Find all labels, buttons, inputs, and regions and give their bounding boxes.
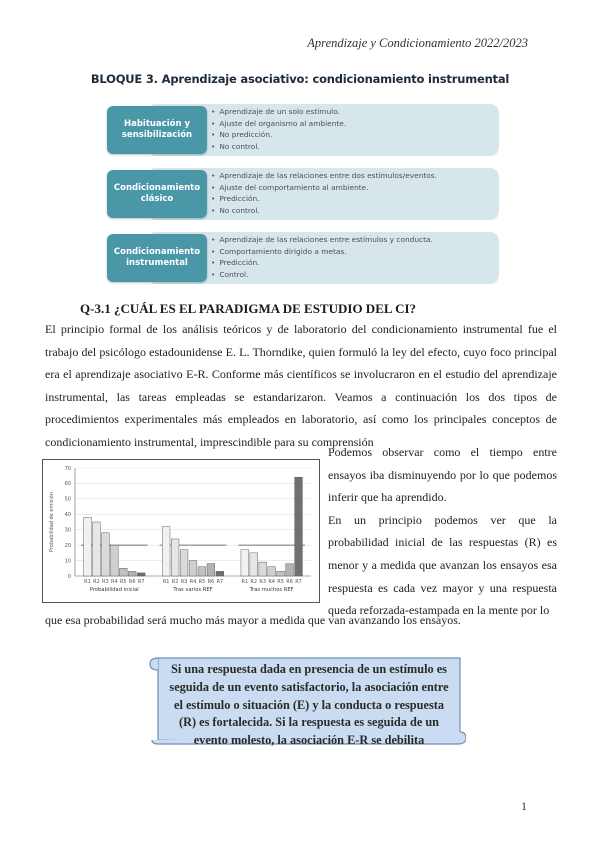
bar [198, 567, 206, 576]
x-tick-label: R7 [137, 579, 145, 585]
bar [110, 545, 118, 576]
bar [93, 522, 101, 576]
group-label: Tras varios REF [173, 587, 213, 593]
y-tick-label: 40 [64, 512, 71, 519]
x-tick-label: R3 [180, 579, 188, 585]
bullet-item: • Aprendizaje de un solo estímulo. [211, 106, 346, 118]
commentary-continuation: que esa probabilidad será mucho más mayor a medida que van avanzando los ensayos. [45, 613, 461, 627]
bar [189, 561, 197, 576]
summary-bullets [211, 170, 437, 216]
bar [295, 477, 303, 576]
summary-label: Habituación y sensibilización [107, 106, 207, 154]
summary-bullets [211, 234, 433, 280]
bar [216, 571, 224, 576]
x-tick-label: R6 [207, 579, 215, 585]
x-tick-label: R7 [295, 579, 302, 585]
bullet-item: • Predicción. [211, 193, 437, 205]
bar [241, 550, 249, 576]
y-tick-label: 10 [64, 558, 71, 565]
x-tick-label: R3 [259, 579, 267, 585]
summary-row-classical [107, 166, 499, 222]
x-tick-label: R6 [286, 579, 293, 585]
y-tick-label: 60 [64, 481, 71, 488]
bullet-item: • Ajuste del organismo al ambiente. [211, 118, 346, 130]
group-label: Probabilidad inicial [89, 587, 139, 593]
x-tick-label: R5 [277, 579, 284, 585]
response-probability-chart [42, 459, 320, 603]
x-tick-label: R4 [189, 579, 197, 585]
bullet-item: • No control. [211, 205, 437, 217]
bullet-item: • Control. [211, 269, 433, 281]
bar [207, 564, 215, 576]
bullet-item: • Aprendizaje de las relaciones entre estímulos y conducta. [211, 234, 433, 246]
bar [137, 573, 145, 576]
x-tick-label: R5 [198, 579, 206, 585]
x-tick-label: R3 [102, 579, 109, 585]
x-tick-label: R2 [250, 579, 258, 585]
bar [259, 562, 267, 576]
y-tick-label: 70 [64, 465, 71, 472]
x-tick-label: R7 [216, 579, 224, 585]
bar [180, 550, 188, 576]
law-of-effect-callout [148, 652, 466, 748]
bullet-item: • No predicción. [211, 129, 346, 141]
y-tick-label: 20 [64, 542, 71, 549]
block-title: BLOQUE 3. Aprendizaje asociativo: condicionamiento instrumental [90, 72, 510, 86]
y-tick-label: 30 [64, 527, 71, 534]
intro-paragraph: El principio formal de los análisis teóricos y de laboratorio del condicionamiento instrumental fue el trabajo del psicólogo estadounidense E. L. Thorndike, quien formuló la ley del efecto, cuyo foco principal era el aprendizaje asociativo E-R. Conforme más científicos se involucraron en el estudio del aprendizaje instrumental, las tareas empleadas se estandarizaron. Veamos a continuación los dos tipos de procedimientos experimentales más empleados en laboratorio, así como los principales conceptos de condicionamiento instrumental, imprescindible para su comprensión [45, 322, 557, 449]
summary-label: Condicionamiento instrumental [107, 234, 207, 282]
bar [286, 564, 294, 576]
page-number: 1 [521, 799, 527, 813]
bullet-item: • Aprendizaje de las relaciones entre dos estímulos/eventos. [211, 170, 437, 182]
bar [128, 571, 136, 576]
bar [84, 517, 92, 576]
bar [250, 553, 258, 576]
summary-label: Condicionamiento clásico [107, 170, 207, 218]
x-tick-label: R4 [111, 579, 118, 585]
x-tick-label: R1 [84, 579, 91, 585]
callout-text: Si una respuesta dada en presencia de un estímulo es seguida de un evento satisfactorio, la asociación entre el estímulo o situación (E) y la conducta o respuesta (R) es fortalecida. Si la respuesta es seguida de un evento molesto, la asociación E-R se debilita [169, 662, 449, 748]
commentary-paragraph: En un principio podemos ver que la probabilidad inicial de las respuestas (R) es menor y a medida que avanzan los ensayos esa respuesta es cada vez mayor y una respuesta queda reforzada-estampada en la mente por lo [328, 512, 557, 618]
y-tick-label: 0 [67, 573, 71, 580]
bar [277, 571, 285, 576]
bar [119, 568, 127, 576]
bullet-item: • No control. [211, 141, 346, 153]
running-header: Aprendizaje y Condicionamiento 2022/2023 [307, 36, 528, 50]
x-tick-label: R2 [171, 579, 179, 585]
bullet-item: • Predicción. [211, 257, 433, 269]
group-label: Tras muchos REF [249, 587, 294, 593]
bullet-item: • Comportamiento dirigido a metas. [211, 246, 433, 258]
bullet-item: • Ajuste del comportamiento al ambiente. [211, 182, 437, 194]
y-tick-label: 50 [64, 496, 71, 503]
bar [268, 567, 276, 576]
chart-commentary [328, 441, 557, 622]
x-tick-label: R2 [93, 579, 100, 585]
x-tick-label: R5 [119, 579, 127, 585]
x-tick-label: R1 [241, 579, 249, 585]
bar [102, 533, 110, 576]
y-axis-label: Probabilidad de emisión [49, 492, 55, 552]
x-tick-label: R6 [128, 579, 136, 585]
summary-row-habituation [107, 102, 499, 158]
summary-bullets [211, 106, 346, 152]
question-heading: Q-3.1 ¿CUÁL ES EL PARADIGMA DE ESTUDIO DEL CI? [80, 301, 417, 316]
bar [171, 539, 179, 576]
x-tick-label: R1 [162, 579, 170, 585]
commentary-paragraph: Podemos observar como el tiempo entre ensayos iba disminuyendo por lo que podemos inferir que ha aprendido. [328, 445, 557, 505]
summary-row-instrumental [107, 230, 499, 286]
chart-svg [43, 460, 319, 602]
bar [162, 527, 170, 576]
x-tick-label: R4 [268, 579, 275, 585]
